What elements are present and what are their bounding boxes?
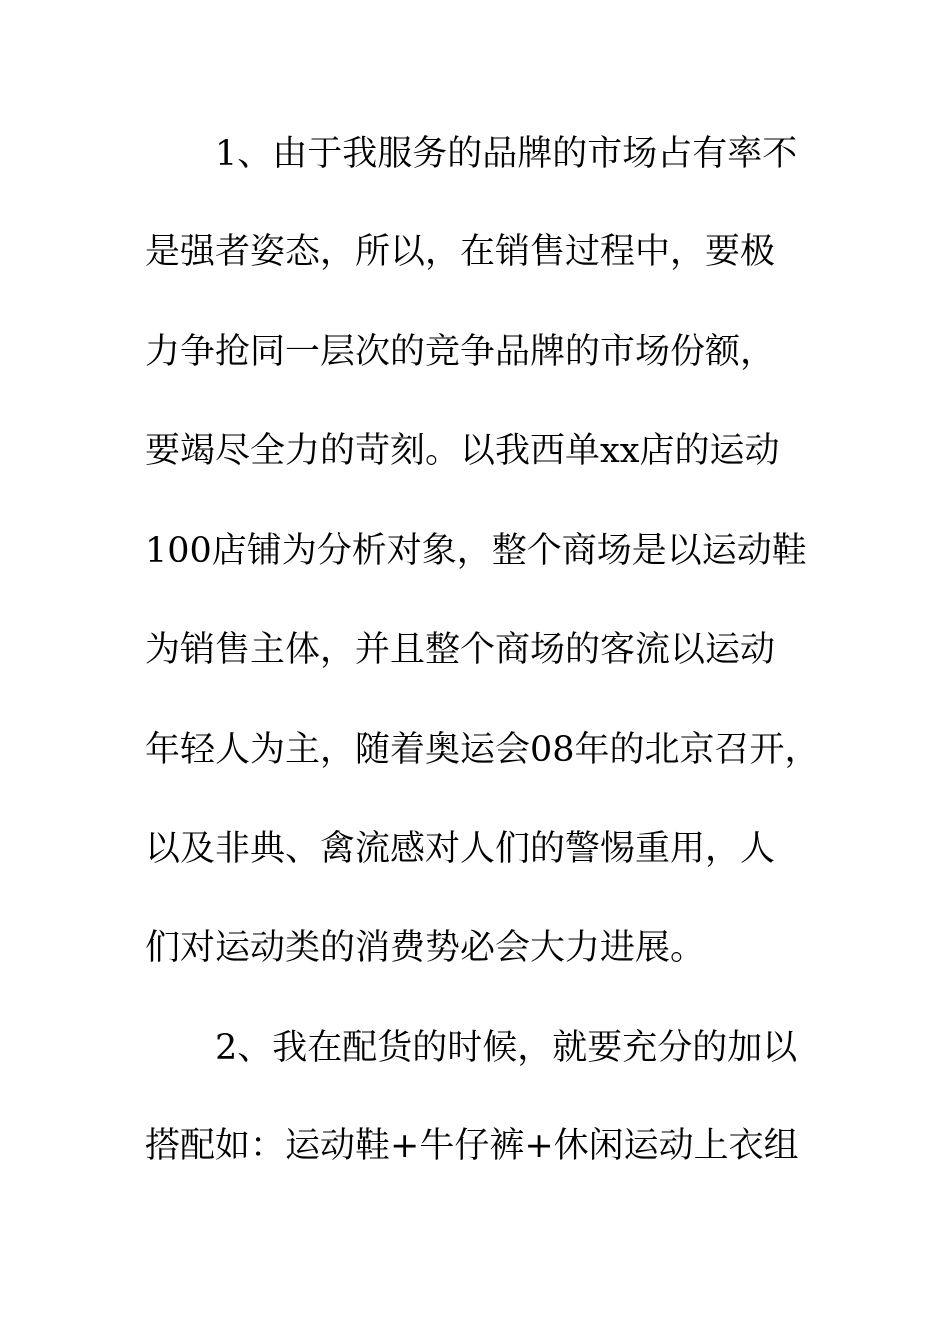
paragraph-1-line-9: 们对运动类的消费势必会大力进展。 <box>145 928 706 968</box>
paragraph-1-line-1: 1、由于我服务的品牌的市场占有率不 <box>215 134 798 174</box>
paragraph-2-line-1: 2、我在配货的时候，就要充分的加以 <box>215 1028 798 1068</box>
paragraph-1-line-4: 要竭尽全力的苛刻。以我西单xx店的运动 <box>145 431 780 471</box>
paragraph-1-line-6: 为销售主体，并且整个商场的客流以运动 <box>145 630 776 670</box>
paragraph-2-line-2: 搭配如：运动鞋+牛仔裤+休闲运动上衣组 <box>145 1126 799 1166</box>
paragraph-1-line-7: 年轻人为主，随着奥运会08年的北京召开， <box>145 730 820 770</box>
paragraph-1-line-5: 100店铺为分析对象，整个商场是以运动鞋 <box>145 531 807 571</box>
paragraph-1-line-3: 力争抢同一层次的竞争品牌的市场份额， <box>145 332 776 372</box>
paragraph-1-line-2: 是强者姿态，所以，在销售过程中，要极 <box>145 232 776 272</box>
paragraph-1-line-8: 以及非典、禽流感对人们的警惕重用，人 <box>145 829 776 869</box>
